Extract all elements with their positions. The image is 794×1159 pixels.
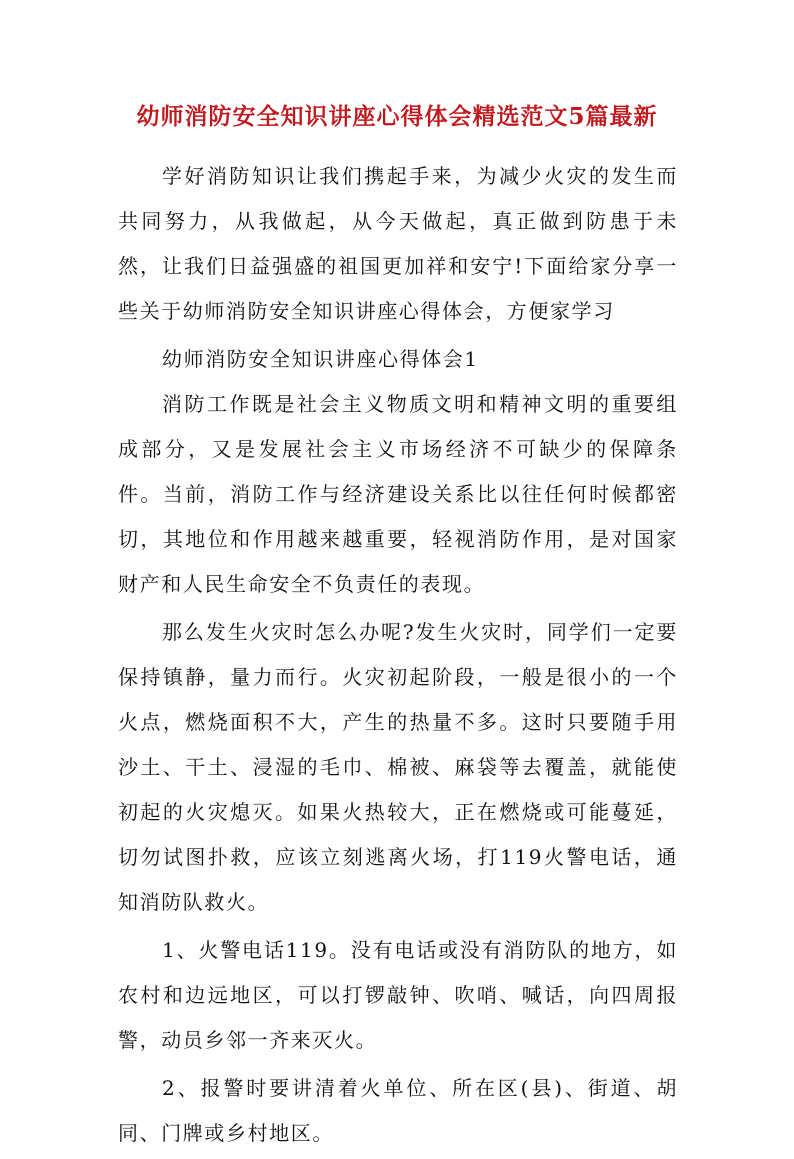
intro-paragraph: 学好消防知识让我们携起手来，为减少火灾的发生而共同努力，从我做起，从今天做起，真正做到防患于未然，让我们日益强盛的祖国更加祥和安宁!下面给家分享一些关于幼师消防安全知识讲座心得体会，方便家学习 — [118, 164, 678, 323]
section-heading: 幼师消防安全知识讲座心得体会1 — [162, 347, 479, 371]
list-item-paragraph: 2、报警时要讲清着火单位、所在区(县)、街道、胡同、门牌或乡村地区。 — [118, 1076, 678, 1145]
document-title: 幼师消防安全知识讲座心得体会精选范文5篇最新 — [136, 103, 658, 130]
body-paragraph: 消防工作既是社会主义物质文明和精神文明的重要组成部分，又是发展社会主义市场经济不可缺少的保障条件。当前，消防工作与经济建设关系比以往任何时候都密切，其地位和作用越来越重要，轻视消防作用，是对国家财产和人民生命安全不负责任的表现。 — [118, 392, 678, 596]
body-paragraph: 那么发生火灾时怎么办呢?发生火灾时，同学们一定要保持镇静，量力而行。火灾初起阶段，一般是很小的一个火点，燃烧面积不大，产生的热量不多。这时只要随手用沙土、干土、浸湿的毛巾、棉被、麻袋等去覆盖，就能使初起的火灾熄灭。如果火热较大，正在燃烧或可能蔓延，切勿试图扑救，应该立刻逃离火场，打119火警电话，通知消防队救火。 — [118, 620, 678, 914]
list-item-paragraph: 1、火警电话119。没有电话或没有消防队的地方，如农村和边远地区，可以打锣敲钟、吹哨、喊话，向四周报警，动员乡邻一齐来灭火。 — [118, 938, 678, 1052]
document-body — [118, 154, 678, 1159]
